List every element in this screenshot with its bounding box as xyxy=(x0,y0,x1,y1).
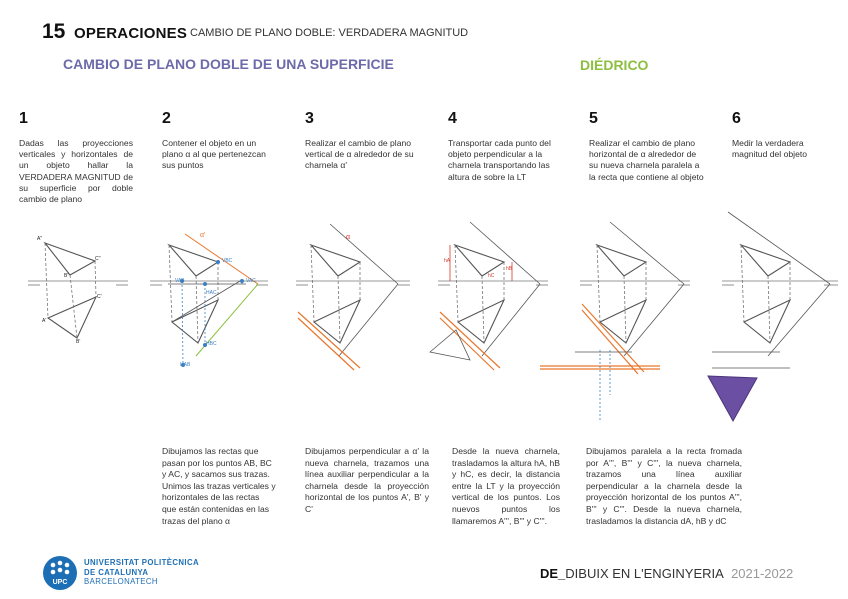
step-5-number: 5 xyxy=(589,110,598,127)
course-footer xyxy=(540,566,793,581)
section-category: DIÉDRICO xyxy=(580,57,649,73)
label-B2: B'' xyxy=(64,273,70,279)
university-line-1: UNIVERSITAT POLITÈCNICA xyxy=(84,558,200,567)
step-2-number: 2 xyxy=(162,110,171,127)
course-year: 2021-2022 xyxy=(731,566,794,581)
section-title: CAMBIO DE PLANO DOBLE DE UNA SUPERFICIE xyxy=(63,56,394,72)
chapter-subtitle: CAMBIO DE PLANO DOBLE: VERDADERA MAGNITUD xyxy=(190,27,469,39)
label-vab: VAB xyxy=(175,278,185,284)
step-6-text: Medir la verdadera magnitud del objeto xyxy=(732,138,808,160)
label-hbc: HBC xyxy=(206,341,217,347)
course-name: DIBUIX EN L'ENGINYERIA xyxy=(565,566,724,581)
label-alpha-3: α xyxy=(346,234,351,241)
note-step-5: Dibujamos paralela a la recta fromada por A''', B''' y C''', la nueva charnela, trazamos una línea auxiliar perpendicular a la charnela desde la proyección horizontal de los puntos A''', B''' y C'''. Desde la nueva charnela, trasladamos la distancia dA, hB y dC xyxy=(586,446,742,526)
step-1-number: 1 xyxy=(19,110,28,127)
step-5-text: Realizar el cambio de plano horizontal de α alrededor de su nueva charnela paralela a la recta que contiene al objeto xyxy=(589,138,704,182)
drawing-5 xyxy=(540,222,690,420)
step-1-text: Dadas las proyecciones verticales y horizontales de un objeto hallar la VERDADERA MAGNITUD de su superficie por doble cambio de plano xyxy=(19,138,133,205)
label-hc: hC xyxy=(488,273,495,279)
chapter-number: 15 xyxy=(42,20,66,43)
drawing-6 xyxy=(712,212,838,368)
label-C2: C'' xyxy=(95,256,101,262)
label-vbc: VBC xyxy=(222,258,233,264)
university-name xyxy=(84,558,199,587)
true-magnitude-triangle xyxy=(708,376,757,421)
label-alpha: α' xyxy=(200,232,206,239)
course-prefix: DE_ xyxy=(540,566,566,581)
label-A1: A' xyxy=(42,318,47,324)
label-hb: hB xyxy=(506,266,513,272)
step-4-text: Transportar cada punto del objeto perpendicular a la charnela transportando las altura de sobre la LT xyxy=(448,138,551,182)
chapter-title: OPERACIONES xyxy=(74,25,188,42)
step-3-text: Realizar el cambio de plano vertical de α alrededor de su charnela α' xyxy=(305,138,414,171)
university-line-2: DE CATALUNYA xyxy=(84,567,149,577)
note-step-2: Dibujamos las rectas que pasan por los puntos AB, BC y AC, y sacamos sus trazas. Unimos las trazas verticales y horizontales de las rectas que están contenidas en las trazas del plano α xyxy=(162,446,276,526)
step-6-number: 6 xyxy=(732,110,741,127)
label-vac: VAC xyxy=(246,278,256,284)
label-A2: A'' xyxy=(37,236,43,242)
step-3-number: 3 xyxy=(305,110,314,127)
label-ha: hA xyxy=(444,258,451,264)
label-C1: C' xyxy=(97,294,102,300)
drawing-4 xyxy=(430,222,548,370)
step-2-text: Contener el objeto en un plano α al que pertenezcan sus puntos xyxy=(162,138,266,171)
upc-logo xyxy=(42,555,78,591)
university-line-3: BARCELONATECH xyxy=(84,577,158,587)
step-4-number: 4 xyxy=(448,110,457,127)
label-B1: B' xyxy=(76,339,81,345)
drawing-3 xyxy=(296,224,410,370)
label-hac: HAC xyxy=(206,290,217,296)
label-hab: HAB xyxy=(180,362,191,368)
note-step-3: Dibujamos perpendicular a α' la nueva charnela, trazamos una línea auxiliar perpendicular a la charnela desde la proyección horizontal de los puntos A', B' y C' xyxy=(305,446,429,514)
note-step-4: Desde la nueva charnela, trasladamos la altura hA, hB y hC, es decir, la distancia entre la LT y la proyección vertical de los puntos. Los nuevos puntos los llamaremos A''', B''' y C'''. xyxy=(452,446,560,526)
upc-logo-text: UPC xyxy=(52,579,68,586)
